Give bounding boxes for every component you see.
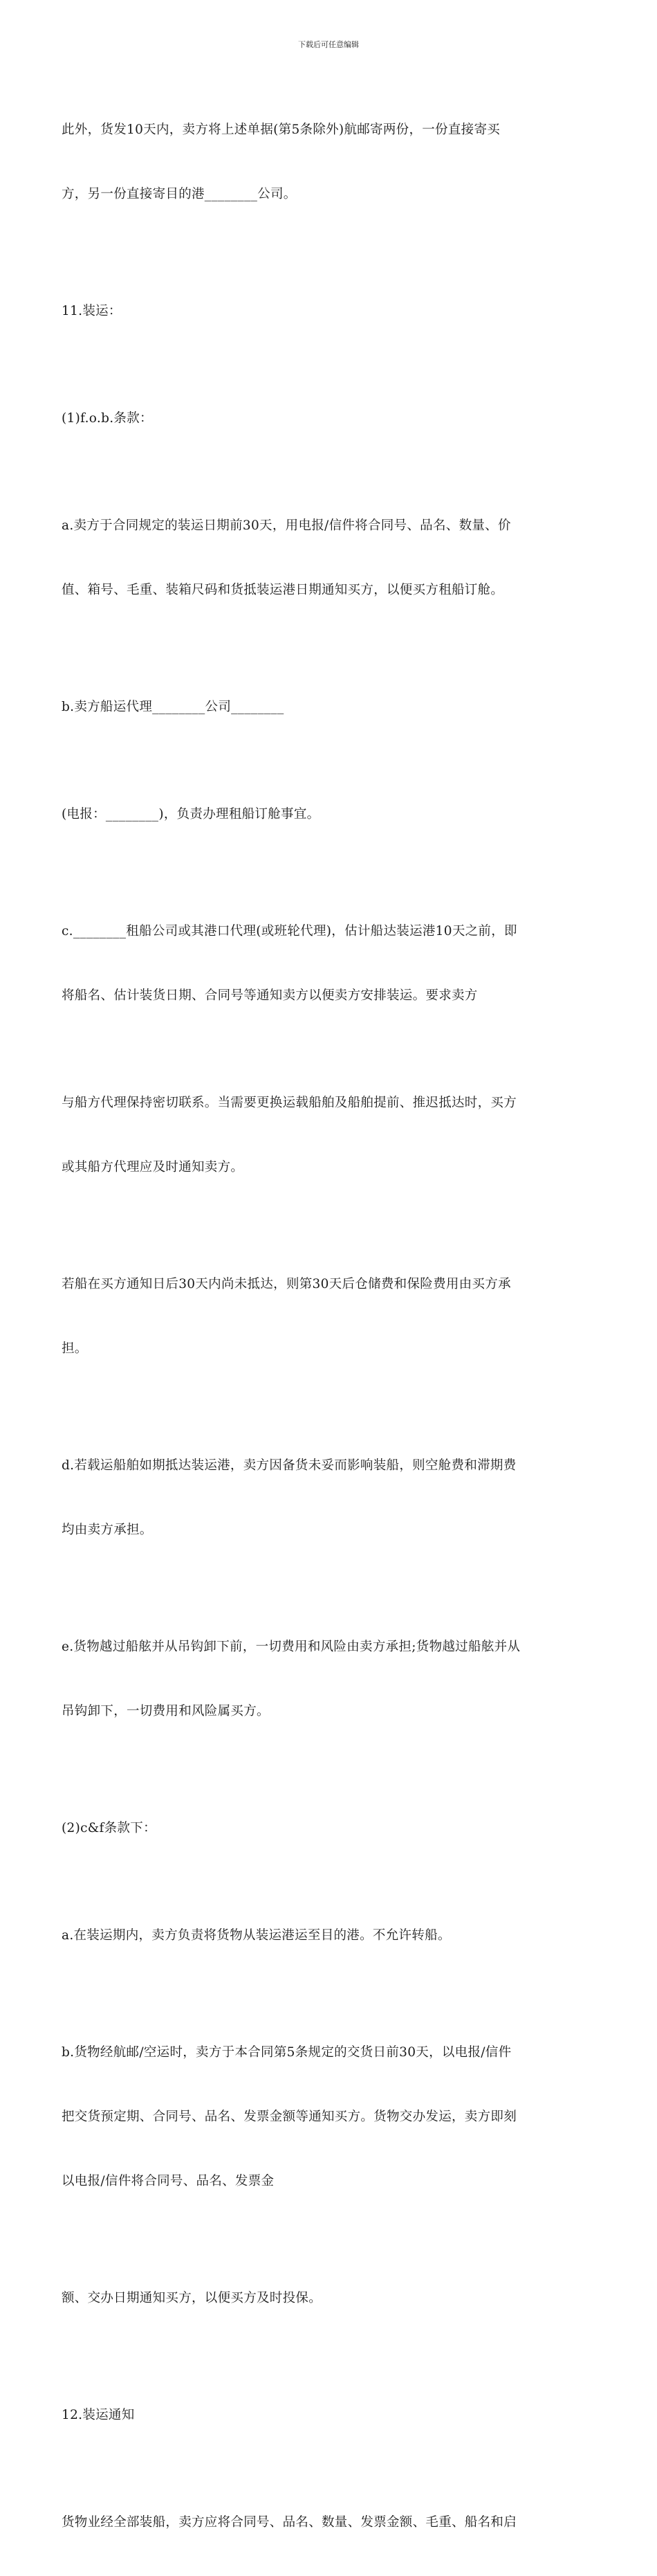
subsection-cf xyxy=(62,1775,598,1882)
text-line: 额、交办日期通知买方，以便买方及时投保。 xyxy=(62,2291,322,2305)
text-line: (1)f.o.b.条款： xyxy=(62,411,153,426)
paragraph-fob-e xyxy=(62,1593,598,1765)
paragraph-fob-b xyxy=(62,653,598,761)
paragraph-delay-costs xyxy=(62,1231,598,1402)
text-line: 货物业经全部装船，卖方应将合同号、品名、数量、发票金额、毛重、船名和启 xyxy=(62,2515,517,2530)
paragraph-fob-a xyxy=(62,472,598,644)
paragraph-fob-c xyxy=(62,878,598,1049)
paragraph-fob-b-telegram xyxy=(62,761,598,868)
text-line: (2)c&f条款下： xyxy=(62,1821,156,1835)
text-line: 将船名、估计装货日期、合同号等通知卖方以便卖方安排装运。要求卖方 xyxy=(62,988,478,1003)
text-line: 方，另一份直接寄目的港________公司。 xyxy=(62,187,297,201)
subsection-fob xyxy=(62,365,598,472)
paragraph-shipment-notice xyxy=(62,2469,598,2576)
text-line: b.卖方船运代理________公司________ xyxy=(62,700,284,714)
paragraph-cf-b-cont xyxy=(62,2244,598,2352)
document-body xyxy=(62,76,598,2576)
text-line: d.若载运船舶如期抵达装运港，卖方因备货未妥而影响装船，则空舱费和滞期费 xyxy=(62,1458,517,1473)
text-line: e.货物越过船舷并从吊钩卸下前，一切费用和风险由卖方承担;货物越过船舷并从 xyxy=(62,1640,521,1654)
text-line: 担。 xyxy=(62,1341,88,1356)
text-line: 均由卖方承担。 xyxy=(62,1523,153,1537)
text-line: 若船在买方通知日后30天内尚未抵达，则第30天后仓储费和保险费用由买方承 xyxy=(62,1277,511,1291)
page-header: 下载后可任意编辑 xyxy=(298,40,359,49)
paragraph-cf-a xyxy=(62,1882,598,1989)
paragraph-cf-b xyxy=(62,1999,598,2235)
text-line: 与船方代理保持密切联系。当需要更换运载船舶及船舶提前、推迟抵达时，买方 xyxy=(62,1096,517,1110)
text-line: c.________租船公司或其港口代理(或班轮代理)，估计船达装运港10天之前，即 xyxy=(62,924,517,938)
text-line: b.货物经航邮/空运时，卖方于本合同第5条规定的交货日前30天，以电报/信件 xyxy=(62,2045,512,2060)
text-line: 把交货预定期、合同号、品名、发票金额等通知买方。货物交办发运，卖方即刻 xyxy=(62,2110,517,2124)
text-line: a.卖方于合同规定的装运日期前30天，用电报/信件将合同号、品名、数量、价 xyxy=(62,518,511,533)
text-line: 11.装运： xyxy=(62,304,122,318)
text-line: 值、箱号、毛重、装箱尺码和货抵装运港日期通知买方，以便买方租船订舱。 xyxy=(62,583,504,597)
text-line: 以电报/信件将合同号、品名、发票金 xyxy=(62,2174,275,2188)
paragraph-fob-d xyxy=(62,1412,598,1584)
text-line: 吊钩卸下，一切费用和风险属买方。 xyxy=(62,1704,270,1718)
text-line: 或其船方代理应及时通知卖方。 xyxy=(62,1160,244,1174)
text-line: (电报：________)，负责办理租船订舱事宜。 xyxy=(62,807,320,822)
text-line: 此外，货发10天内，卖方将上述单据(第5条除外)航邮寄两份，一份直接寄买 xyxy=(62,123,501,137)
text-line: 12.装运通知 xyxy=(62,2408,135,2422)
section-heading-shipment-notice xyxy=(62,2361,598,2469)
paragraph-after-docs xyxy=(62,76,598,248)
text-line: a.在装运期内，卖方负责将货物从装运港运至目的港。不允许转船。 xyxy=(62,1928,451,1943)
section-heading-shipment xyxy=(62,257,598,365)
paragraph-fob-c-contact xyxy=(62,1049,598,1221)
